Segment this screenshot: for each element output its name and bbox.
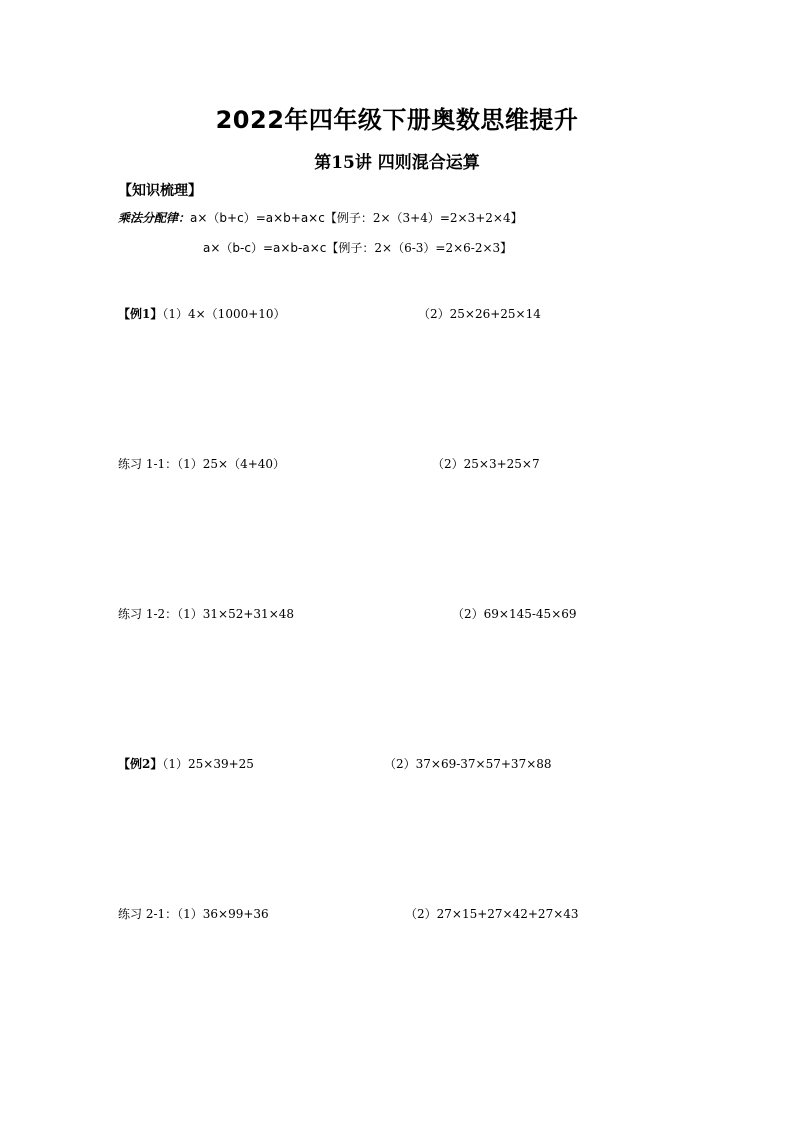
problem-example-2-part-2: （2）37×69-37×57+37×88 [384,757,552,771]
problem-example-1 [118,305,286,322]
formula-label: 乘法分配律： [118,211,191,225]
lesson-subtitle: 第15讲 四则混合运算 [314,153,480,173]
problem-practice-1-2-part-2: （2）69×145-45×69 [452,607,577,621]
problem-part-1: （1）4×（1000+10） [162,307,286,321]
problem-example-2 [118,755,254,772]
problem-example-1-part-2: （2）25×26+25×14 [418,307,541,321]
page-title: 2022年四年级下册奥数思维提升 [215,106,579,134]
problem-part-1: （1）25×39+25 [162,757,254,771]
problem-practice-1-2 [118,605,294,622]
formula-rule-1: a×（b+c）=a×b+a×c [190,211,325,225]
problem-part-1: （1）25×（4+40） [177,457,286,471]
formula-line-2 [203,239,512,256]
problem-tag: 练习 1-1： [118,457,178,471]
problem-tag: 练习 1-2： [118,607,178,621]
problem-practice-1-1-part-2: （2）25×3+25×7 [432,457,540,471]
problem-practice-1-1 [118,455,285,472]
problem-tag: 【例2】 [118,757,163,771]
problem-practice-2-1 [118,905,269,922]
formula-line-1 [118,209,523,226]
section-heading-knowledge: 【知识梳理】 [118,183,202,199]
problem-tag: 【例1】 [118,307,163,321]
problem-tag: 练习 2-1： [118,907,178,921]
formula-example-2: 【例子：2×（6-3）=2×6-2×3】 [326,241,513,255]
problem-practice-2-1-part-2: （2）27×15+27×42+27×43 [405,907,579,921]
formula-example-1: 【例子：2×（3+4）=2×3+2×4】 [324,211,523,225]
problem-part-1: （1）31×52+31×48 [177,607,295,621]
problem-part-1: （1）36×99+36 [177,907,269,921]
formula-rule-2: a×（b-c）=a×b-a×c [203,241,327,255]
